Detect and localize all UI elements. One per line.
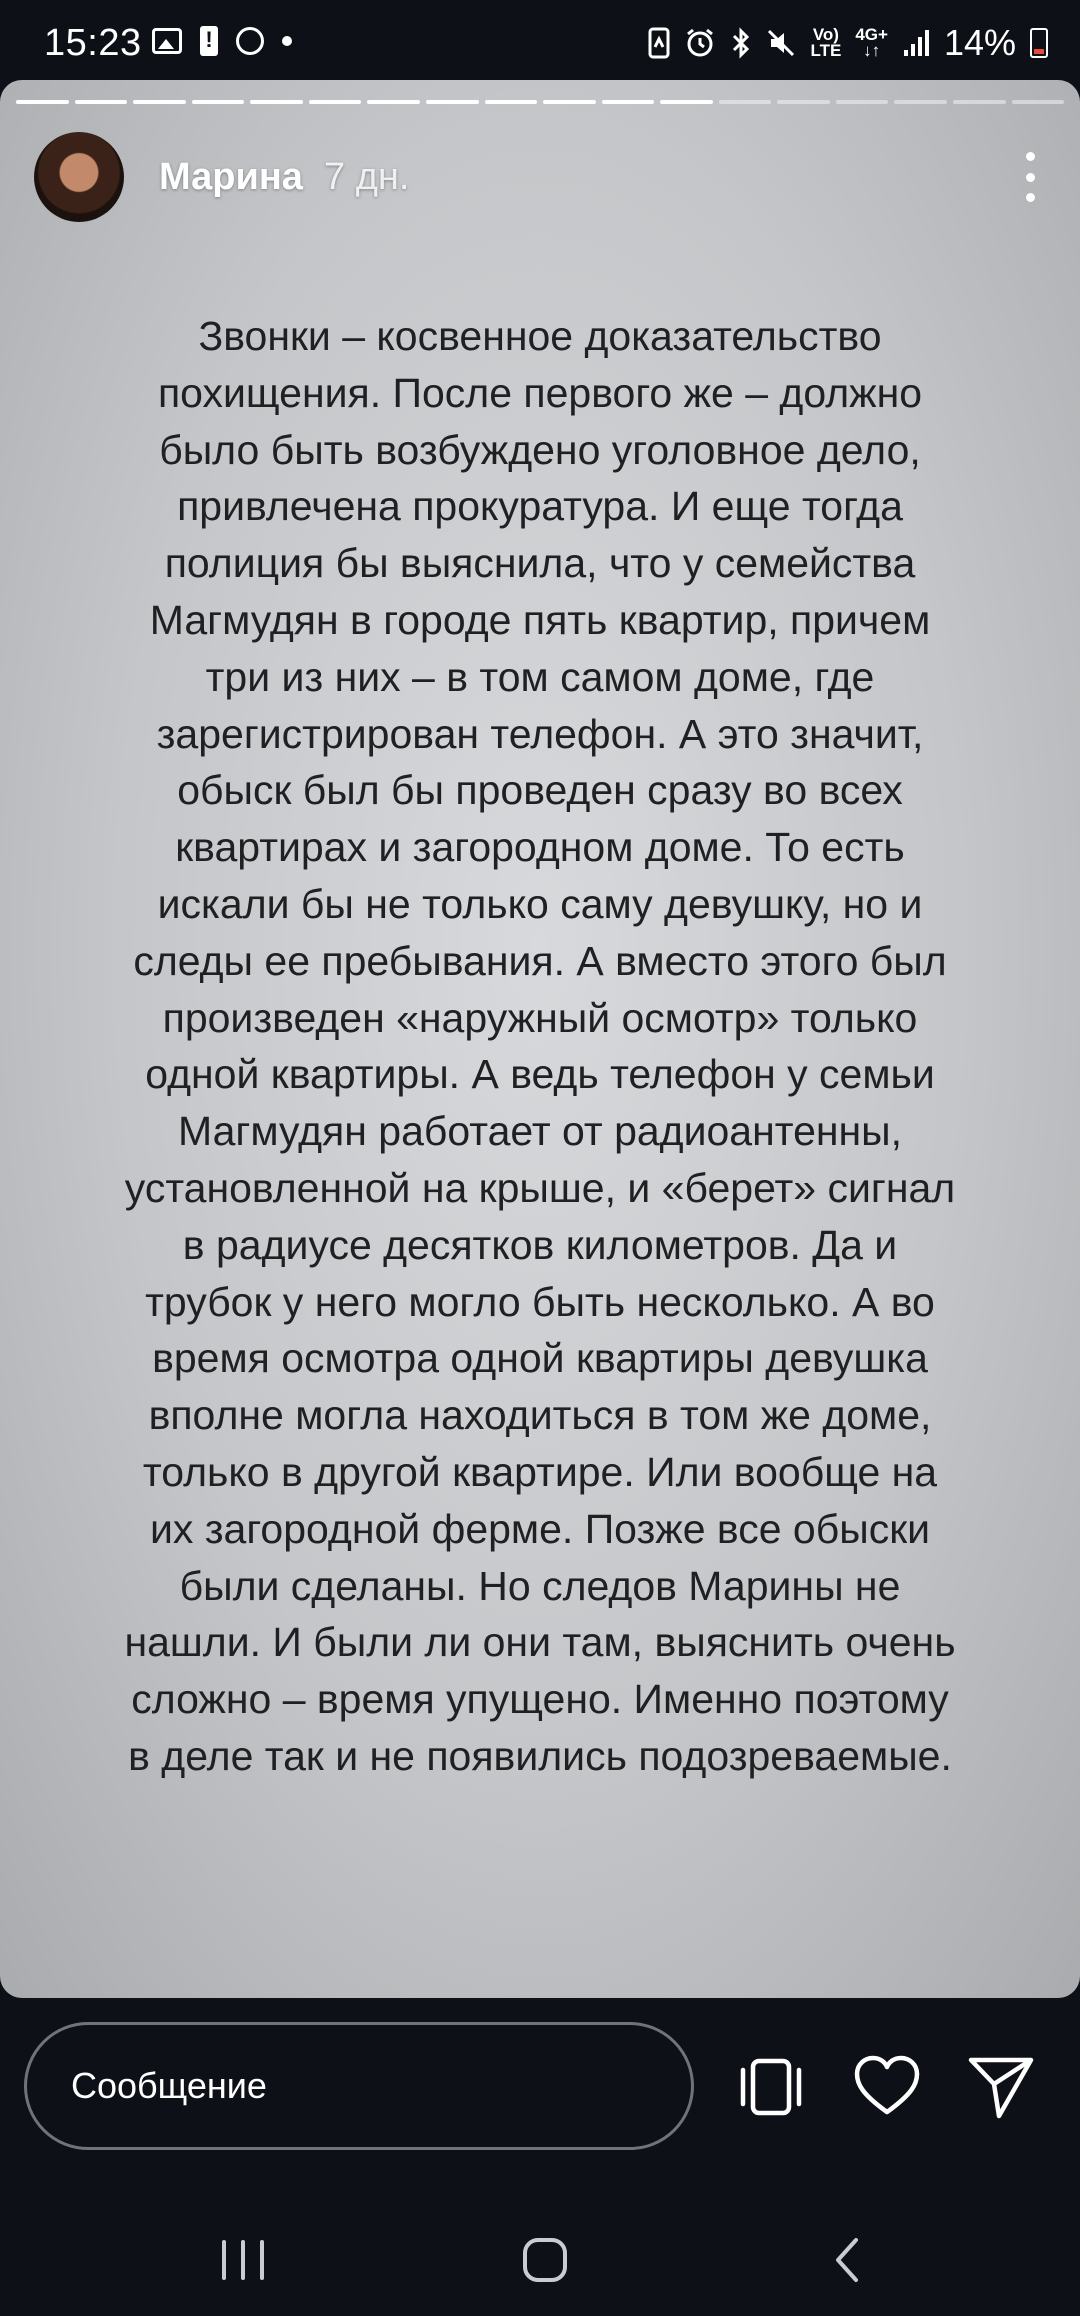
send-icon[interactable] [966,2052,1036,2122]
story-text-line: вполне могла находиться в том же доме, [148,1392,932,1439]
progress-segment [485,100,538,104]
progress-segment [309,100,362,104]
progress-segment [426,100,479,104]
story-text-line: было быть возбуждено уголовное дело, [159,426,921,473]
back-icon[interactable] [808,2230,888,2290]
story-text-line: нашли. И были ли они там, выяснить очень [124,1619,956,1666]
story-header [34,132,1050,232]
story-text-line: квартирах и загородном доме. То есть [175,824,905,871]
progress-segment [543,100,596,104]
progress-segment [133,100,186,104]
progress-segment [250,100,303,104]
story-text-line: Магмудян работает от радиоантенны, [177,1108,903,1155]
battery-icon [1030,28,1048,58]
battery-percent: 14% [943,22,1016,63]
story-text-line: Звонки – косвенное доказательство [198,313,882,359]
story-text-line: Магмудян в городе пять квартир, причем [149,596,931,643]
progress-segment [777,100,830,104]
story-text [40,308,1040,1785]
story-progress-bar [16,100,1064,104]
progress-segment [836,100,889,104]
avatar[interactable] [34,132,124,222]
progress-segment [719,100,772,104]
notification-icons [152,26,292,56]
more-options-icon[interactable] [1020,152,1040,202]
home-icon[interactable] [505,2230,585,2290]
story-text-line: похищения. После первого же – должно [157,369,923,416]
story-text-line: были сделаны. Но следов Марины не [179,1562,901,1609]
like-heart-icon[interactable] [852,2052,922,2122]
story-text-line: обыск был бы проведен сразу во всех [177,767,903,814]
more-notifications-dot-icon [282,36,292,46]
progress-segment [953,100,1006,104]
status-bar [0,0,1080,80]
story-text-line: в радиусе десятков километров. Да и [182,1221,898,1268]
alert-notification-icon [200,26,218,56]
progress-segment [660,100,713,104]
story-text-line: привлечена прокуратура. И еще тогда [177,483,903,530]
nfc-icon [648,27,670,59]
progress-segment [16,100,69,104]
story-text-line: их загородной ферме. Позже все обыски [149,1505,931,1552]
story-text-line: следы ее пребывания. А вместо этого был [133,937,947,984]
story-text-line: зарегистрирован телефон. А это значит, [156,710,924,757]
recent-apps-icon[interactable] [203,2230,283,2290]
progress-segment [192,100,245,104]
story-text-line: искали бы не только саму девушку, но и [157,880,923,927]
alarm-icon [684,27,716,59]
story-frame-icon[interactable] [736,2052,806,2122]
progress-segment [75,100,128,104]
progress-segment [367,100,420,104]
progress-segment [602,100,655,104]
story-text-line: трубок у него могло быть несколько. А во [145,1278,935,1325]
system-navigation-bar [0,2200,1080,2316]
story-time-ago: 7 дн. [324,156,410,198]
status-time: 15:23 [44,22,142,64]
reply-bar [0,2000,1080,2160]
signal-icon [902,28,930,58]
story-text-line: полиция бы выяснила, что у семейства [164,540,916,587]
story-viewer[interactable] [0,80,1080,1998]
gallery-notification-icon [152,28,182,54]
progress-segment [894,100,947,104]
bluetooth-icon [730,27,752,59]
progress-segment [1012,100,1065,104]
story-text-line: три из них – в том самом доме, где [205,653,875,700]
message-input[interactable] [24,2022,694,2150]
volte-indicator: Vo) LTE [810,25,842,60]
story-username[interactable]: Марина [159,156,303,198]
system-icons [648,22,1048,64]
story-text-line: в деле так и не появились подозреваемые. [128,1732,952,1779]
story-text-line: произведен «наружный осмотр» только [162,994,918,1041]
story-text-line: время осмотра одной квартиры девушка [152,1335,928,1382]
story-text-line: только в другой квартире. Или вообще на [142,1448,938,1495]
whatsapp-notification-icon [236,27,264,55]
mobile-data-indicator: 4G+ ↓↑ [855,25,888,60]
story-text-line: сложно – время упущено. Именно поэтому [131,1676,949,1723]
story-text-line: установленной на крыше, и «берет» сигнал [124,1164,956,1211]
mute-icon [766,27,796,59]
story-text-line: одной квартиры. А ведь телефон у семьи [145,1051,935,1098]
